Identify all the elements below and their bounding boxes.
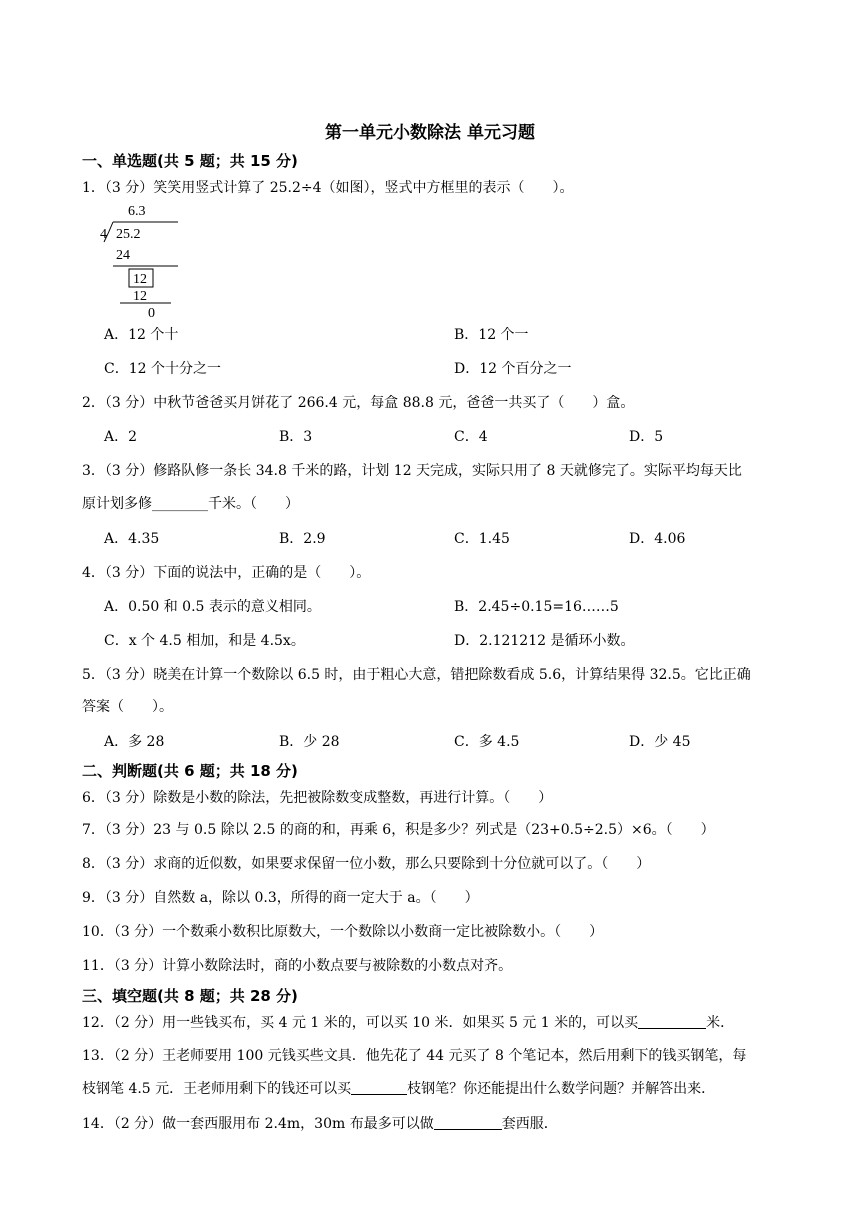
q14-text-after: 套西服． bbox=[501, 1116, 558, 1132]
q2-option-b: B．3 bbox=[279, 429, 313, 445]
question-14 bbox=[82, 1114, 812, 1134]
q12-text-after: 米． bbox=[706, 1015, 735, 1031]
q2-option-a: A．2 bbox=[104, 429, 138, 445]
q2-option-c: C．4 bbox=[454, 429, 488, 445]
q2-option-d: D．5 bbox=[629, 429, 664, 445]
division-remainder: 0 bbox=[148, 306, 155, 320]
q3-option-a: A．4.35 bbox=[104, 531, 160, 547]
q13-answer-blank[interactable] bbox=[351, 1080, 407, 1095]
q4-option-d: D．2.121212 是循环小数。 bbox=[454, 633, 635, 649]
q5-option-c: C．多 4.5 bbox=[454, 734, 520, 750]
q4-option-b: B．2.45÷0.15=16……5 bbox=[454, 599, 619, 615]
q5-option-a: A．多 28 bbox=[104, 734, 165, 750]
question-3-line2: 原计划多修________千米。（ ） bbox=[82, 496, 299, 512]
question-13-line1: 13．（2 分）王老师要用 100 元钱买些文具．他先花了 44 元买了 8 个笔记本，然后用剩下的钱买钢笔，每 bbox=[82, 1048, 747, 1064]
question-13-line2 bbox=[82, 1079, 812, 1099]
q12-answer-blank[interactable] bbox=[638, 1014, 706, 1029]
division-divisor: 4 bbox=[100, 227, 107, 242]
q1-option-a: A．12 个十 bbox=[104, 327, 179, 343]
q14-text-before: 14．（2 分）做一套西服用布 2.4m，30m 布最多可以做 bbox=[82, 1116, 434, 1132]
page-title: 第一单元小数除法 单元习题 bbox=[325, 123, 535, 143]
q4-option-a: A．0.50 和 0.5 表示的意义相同。 bbox=[104, 599, 321, 615]
long-division-figure bbox=[95, 200, 215, 320]
question-10: 10．（3 分）一个数乘小数积比原数大，一个数除以小数商一定比被除数小。（ ） bbox=[82, 924, 604, 940]
q13-text-before: 枝钢笔 4.5 元．王老师用剩下的钱还可以买 bbox=[82, 1081, 352, 1097]
question-5-line1: 5．（3 分）晓美在计算一个数除以 6.5 时，由于粗心大意，错把除数看成 5.6，计算结果得 32.5。它比正确 bbox=[82, 667, 751, 683]
section-heading-single-choice: 一、单选题(共 5 题；共 15 分) bbox=[82, 152, 298, 170]
question-12 bbox=[82, 1013, 812, 1033]
q3-option-d: D．4.06 bbox=[629, 531, 686, 547]
question-6: 6．（3 分）除数是小数的除法，先把被除数变成整数，再进行计算。（ ） bbox=[82, 790, 553, 806]
section-heading-true-false: 二、判断题(共 6 题；共 18 分) bbox=[82, 762, 298, 780]
question-2: 2．（3 分）中秋节爸爸买月饼花了 266.4 元，每盒 88.8 元，爸爸一共买了（ ）盒。 bbox=[82, 395, 635, 411]
division-step2: 12 bbox=[133, 289, 147, 304]
division-quotient: 6.3 bbox=[128, 204, 146, 219]
q1-option-b: B．12 个一 bbox=[454, 327, 529, 343]
question-8: 8．（3 分）求商的近似数，如果要求保留一位小数，那么只要除到十分位就可以了。（ ） bbox=[82, 856, 651, 872]
q5-option-d: D．少 45 bbox=[629, 734, 691, 750]
division-step1: 24 bbox=[116, 248, 130, 263]
division-dividend: 25.2 bbox=[116, 227, 141, 242]
q4-option-c: C．x 个 4.5 相加，和是 4.5x。 bbox=[104, 633, 305, 649]
question-11: 11．（3 分）计算小数除法时，商的小数点要与被除数的小数点对齐。 bbox=[82, 958, 513, 974]
section-heading-fill-blank: 三、填空题(共 8 题；共 28 分) bbox=[82, 987, 298, 1005]
division-boxed-value: 12 bbox=[133, 272, 147, 287]
q14-answer-blank[interactable] bbox=[434, 1115, 502, 1130]
question-9: 9．（3 分）自然数 a，除以 0.3，所得的商一定大于 a。（ ） bbox=[82, 890, 479, 906]
q13-text-after: 枝钢笔？你还能提出什么数学问题？并解答出来． bbox=[407, 1081, 716, 1097]
q12-text-before: 12．（2 分）用一些钱买布，买 4 元 1 米的，可以买 10 米．如果买 5 元 1 米的，可以买 bbox=[82, 1015, 639, 1031]
question-5-line2: 答案（ ）。 bbox=[82, 699, 173, 715]
q3-option-b: B．2.9 bbox=[279, 531, 326, 547]
question-7: 7．（3 分）23 与 0.5 除以 2.5 的商的和，再乘 6，积是多少？列式是（23+0.5÷2.5）×6。（ ） bbox=[82, 822, 715, 838]
question-4: 4．（3 分）下面的说法中，正确的是（ ）。 bbox=[82, 565, 371, 581]
q1-option-d: D．12 个百分之一 bbox=[454, 361, 572, 377]
q1-option-c: C．12 个十分之一 bbox=[104, 361, 221, 377]
question-3-line1: 3．（3 分）修路队修一条长 34.8 千米的路，计划 12 天完成，实际只用了 8 天就修完了。实际平均每天比 bbox=[82, 463, 742, 479]
q3-option-c: C．1.45 bbox=[454, 531, 510, 547]
q5-option-b: B．少 28 bbox=[279, 734, 340, 750]
question-1: 1．（3 分）笑笑用竖式计算了 25.2÷4（如图），竖式中方框里的表示（ ）。 bbox=[82, 180, 574, 196]
